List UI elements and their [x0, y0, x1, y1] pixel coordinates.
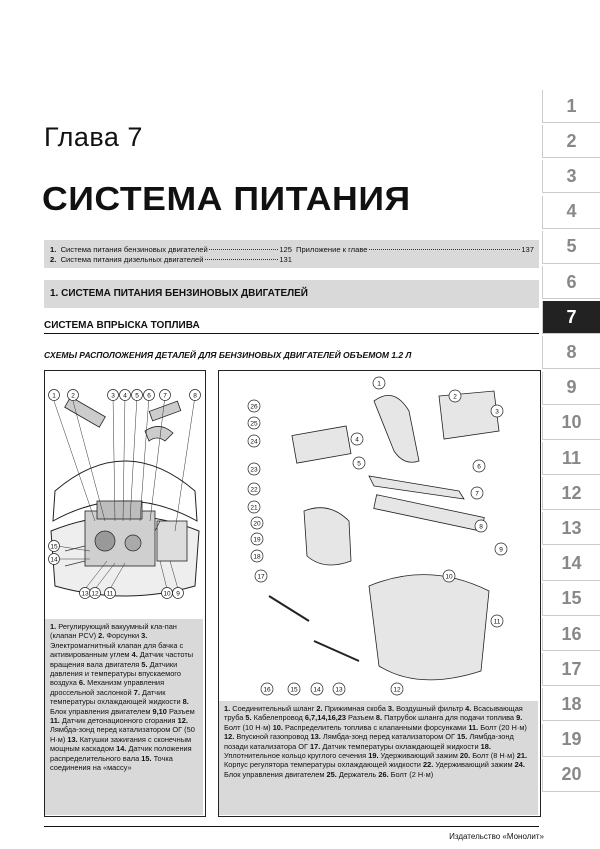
- chapter-tab-3[interactable]: 3: [542, 160, 600, 193]
- callout-label: 9: [499, 546, 503, 554]
- callout-label: 6: [147, 392, 151, 400]
- chapter-tab-6[interactable]: 6: [542, 266, 600, 299]
- caption-text: Уплотнительное кольцо круглого сечения: [224, 751, 369, 761]
- callout-label: 23: [250, 466, 258, 474]
- caption-number: 5.: [141, 659, 148, 669]
- callout-label: 4: [123, 392, 127, 400]
- caption-text: Датчик температуры охлаждающей жидкости: [320, 741, 481, 751]
- caption-number: 6,7,14,16,23: [304, 713, 346, 723]
- callout-label: 11: [493, 618, 501, 626]
- toc-text: Приложение к главе: [296, 245, 368, 254]
- callout-label: 2: [71, 392, 75, 400]
- callout-label: 6: [477, 463, 481, 471]
- caption-text: Разъем: [346, 713, 376, 723]
- caption-number: 12.: [177, 716, 188, 726]
- toc-item[interactable]: [50, 245, 292, 254]
- toc-item[interactable]: [50, 255, 292, 264]
- left-caption: [45, 619, 203, 815]
- chapter-tab-15[interactable]: 15: [542, 583, 600, 616]
- caption-text: Лямбда-зонд позади катализатора ОГ: [224, 732, 514, 751]
- right-caption: [219, 701, 538, 815]
- schemes-heading: СХЕМЫ РАСПОЛОЖЕНИЯ ДЕТАЛЕЙ ДЛЯ БЕНЗИНОВЫХ ДВИГАТЕЛЕЙ ОБЪЕМОМ 1.2 Л: [44, 350, 412, 360]
- caption-number: 17.: [310, 741, 321, 751]
- caption-text: Болт (20 Н·м): [478, 722, 527, 732]
- callout-label: 15: [290, 686, 298, 694]
- caption-number: 8.: [375, 713, 383, 723]
- chapter-tab-19[interactable]: 19: [542, 724, 600, 757]
- callout-label: 12: [91, 590, 99, 598]
- callout-label: 13: [335, 686, 343, 694]
- caption-number: 13.: [310, 732, 321, 742]
- publisher: Издательство «Монолит»: [449, 832, 544, 841]
- caption-text: Механизм управления дроссельной заслонкой: [50, 678, 165, 697]
- callout-label: 25: [250, 420, 258, 428]
- chapter-tab-9[interactable]: 9: [542, 372, 600, 405]
- toc-leader: [209, 249, 279, 250]
- toc-number: 2.: [50, 255, 57, 264]
- callout-label: 14: [313, 686, 321, 694]
- divider: [44, 826, 539, 827]
- callout-label: 8: [479, 523, 483, 531]
- chapter-tab-12[interactable]: 12: [542, 477, 600, 510]
- caption-text: Блок управления двигателем: [224, 769, 327, 779]
- callout-label: 1: [377, 380, 381, 388]
- toc-page: 125: [279, 245, 292, 254]
- chapter-tab-7[interactable]: 7: [542, 301, 600, 334]
- callout-label: 7: [475, 490, 479, 498]
- chapter-tab-2[interactable]: 2: [542, 125, 600, 158]
- caption-number: 26.: [378, 769, 389, 779]
- caption-text: Болт (2 Н·м): [388, 769, 434, 779]
- caption-number: 9,10: [152, 706, 167, 716]
- caption-number: 11.: [50, 716, 60, 726]
- caption-text: Электромагнитный клапан для бачка с активированным углем: [50, 640, 184, 660]
- callout-label: 10: [445, 573, 453, 581]
- toc-leader: [369, 249, 521, 250]
- callout-label: 13: [81, 590, 89, 598]
- caption-text: Удерживающий зажим: [433, 760, 515, 770]
- caption-text: Датчик детонационного сгорания: [59, 716, 178, 726]
- chapter-tab-17[interactable]: 17: [542, 653, 600, 686]
- callout-label: 1: [52, 392, 56, 400]
- caption-number: 18.: [480, 741, 491, 751]
- caption-text: Датчики давления и температуры впускаемого воздуха: [50, 659, 181, 688]
- caption-number: 15.: [457, 732, 468, 742]
- caption-text: Разъем: [166, 706, 195, 716]
- callout-label: 19: [253, 536, 261, 544]
- caption-text: Кабелепровод: [251, 713, 305, 723]
- caption-number: 20.: [459, 751, 471, 761]
- chapter-tab-8[interactable]: 8: [542, 336, 600, 369]
- callout-label: 17: [257, 573, 265, 581]
- caption-number: 4.: [131, 650, 138, 660]
- caption-number: 2.: [316, 704, 323, 713]
- callout-label: 26: [250, 403, 258, 411]
- toc-leader: [205, 259, 279, 260]
- caption-number: 12.: [224, 732, 235, 742]
- caption-text: Корпус регулятора температуры охлаждающей жидкости: [224, 760, 423, 770]
- engine-bay-illustration: [45, 371, 205, 619]
- caption-text: Форсунки: [104, 631, 142, 641]
- caption-number: 1.: [50, 622, 57, 631]
- chapter-tab-18[interactable]: 18: [542, 688, 600, 721]
- caption-number: 3.: [141, 631, 148, 641]
- caption-number: 13.: [67, 734, 78, 744]
- caption-text: Болт (10 Н·м): [224, 722, 273, 732]
- caption-number: 1.: [224, 704, 231, 713]
- toc-text: Система питания дизельных двигателей: [60, 255, 204, 264]
- caption-text: Держатель: [336, 769, 379, 779]
- chapter-tab-16[interactable]: 16: [542, 618, 600, 651]
- callout-label: 9: [176, 590, 180, 598]
- page-title: СИСТЕМА ПИТАНИЯ: [42, 180, 411, 217]
- caption-text: Блок управления двигателем: [50, 706, 153, 716]
- caption-text: Лямбда-зонд перед катализатором ОГ: [320, 732, 458, 742]
- callout-label: 3: [111, 392, 115, 400]
- caption-number: 4.: [465, 704, 472, 713]
- caption-text: Регулирующий вакуумный кла-пан (клапан PCV): [50, 622, 177, 641]
- callout-label: 5: [357, 460, 361, 468]
- caption-text: Впускной газопровод: [234, 732, 311, 742]
- callout-label: 2: [453, 393, 457, 401]
- callout-label: 21: [250, 504, 258, 512]
- chapter-tab-20[interactable]: 20: [542, 759, 600, 792]
- caption-number: 9.: [516, 713, 523, 723]
- caption-number: 8.: [182, 697, 189, 707]
- chapter-label: Глава 7: [44, 122, 143, 152]
- caption-number: 7.: [133, 687, 140, 697]
- callout-label: 7: [163, 392, 167, 400]
- caption-text: Воздушный фильтр: [394, 704, 466, 713]
- caption-number: 10.: [272, 722, 283, 732]
- toc-text: Система питания бензиновых двигателей: [60, 245, 208, 254]
- toc-page: 131: [279, 255, 292, 264]
- caption-number: 15.: [141, 753, 152, 763]
- caption-text: Датчик температуры охлаждающей жидкости: [50, 687, 183, 707]
- caption-text: Болт (8 Н·м): [470, 751, 517, 761]
- caption-number: 21.: [516, 751, 528, 761]
- caption-text: Точка соединения на «массу»: [50, 753, 173, 773]
- caption-number: 22.: [422, 760, 434, 770]
- chapter-tab-11[interactable]: 11: [542, 442, 600, 475]
- caption-text: Распределитель топлива с клапанными форсунками: [282, 722, 469, 732]
- callout-label: 3: [495, 408, 499, 416]
- callout-label: 24: [250, 438, 258, 446]
- left-figure-panel: [44, 370, 206, 817]
- right-figure-panel: [218, 370, 541, 817]
- chapter-tab-13[interactable]: 13: [542, 512, 600, 545]
- caption-text: Датчик положения распределительного вала: [50, 744, 192, 763]
- toc-item[interactable]: [296, 245, 534, 254]
- caption-number: 11.: [468, 722, 479, 732]
- caption-number: 24.: [514, 760, 525, 770]
- divider: [44, 333, 539, 334]
- caption-text: Удерживающий зажим: [378, 751, 460, 761]
- caption-number: 2.: [98, 631, 105, 641]
- toc-page: 137: [521, 245, 534, 254]
- fuel-system-exploded-diagram: [219, 371, 540, 701]
- caption-number: 14.: [116, 744, 127, 754]
- section-heading-bar: [44, 280, 539, 308]
- table-of-contents: [44, 240, 539, 268]
- subsection-heading: СИСТЕМА ВПРЫСКА ТОПЛИВА: [44, 320, 200, 331]
- callout-label: 4: [355, 436, 359, 444]
- caption-number: 19.: [368, 751, 379, 761]
- caption-number: 25.: [326, 769, 337, 779]
- callout-label: 14: [50, 556, 58, 564]
- caption-number: 3.: [387, 704, 395, 713]
- callout-label: 10: [163, 590, 171, 598]
- section-heading: 1. СИСТЕМА ПИТАНИЯ БЕНЗИНОВЫХ ДВИГАТЕЛЕЙ: [50, 288, 308, 299]
- chapter-tab-5[interactable]: 5: [542, 231, 600, 264]
- chapter-tab-10[interactable]: 10: [542, 407, 600, 440]
- callout-label: 20: [253, 520, 261, 528]
- callout-label: 8: [193, 392, 197, 400]
- caption-text: Прижимная скоба: [322, 704, 388, 713]
- caption-number: 6.: [78, 678, 86, 688]
- caption-number: 5.: [245, 713, 252, 723]
- caption-text: Соединительный шланг: [230, 704, 317, 713]
- chapter-tab-4[interactable]: 4: [542, 196, 600, 229]
- callout-label: 16: [263, 686, 271, 694]
- caption-text: Всасывающая труба: [224, 704, 523, 723]
- callout-label: 12: [393, 686, 401, 694]
- caption-text: Датчик частоты вращения вала двигателя: [50, 650, 194, 669]
- callout-label: 15: [50, 543, 58, 551]
- callout-label: 5: [135, 392, 139, 400]
- toc-number: 1.: [50, 245, 57, 254]
- caption-text: Лямбда-зонд перед катализатором ОГ (50 Н·м): [50, 725, 195, 744]
- callout-label: 22: [250, 486, 258, 494]
- chapter-tab-14[interactable]: 14: [542, 548, 600, 581]
- callout-label: 18: [253, 553, 261, 561]
- caption-text: Патрубок шланга для подачи топлива: [382, 713, 517, 723]
- chapter-tab-1[interactable]: 1: [542, 90, 600, 123]
- callout-label: 11: [106, 590, 114, 598]
- caption-text: Катушки зажигания с сконечным мощным каскадом: [50, 734, 192, 754]
